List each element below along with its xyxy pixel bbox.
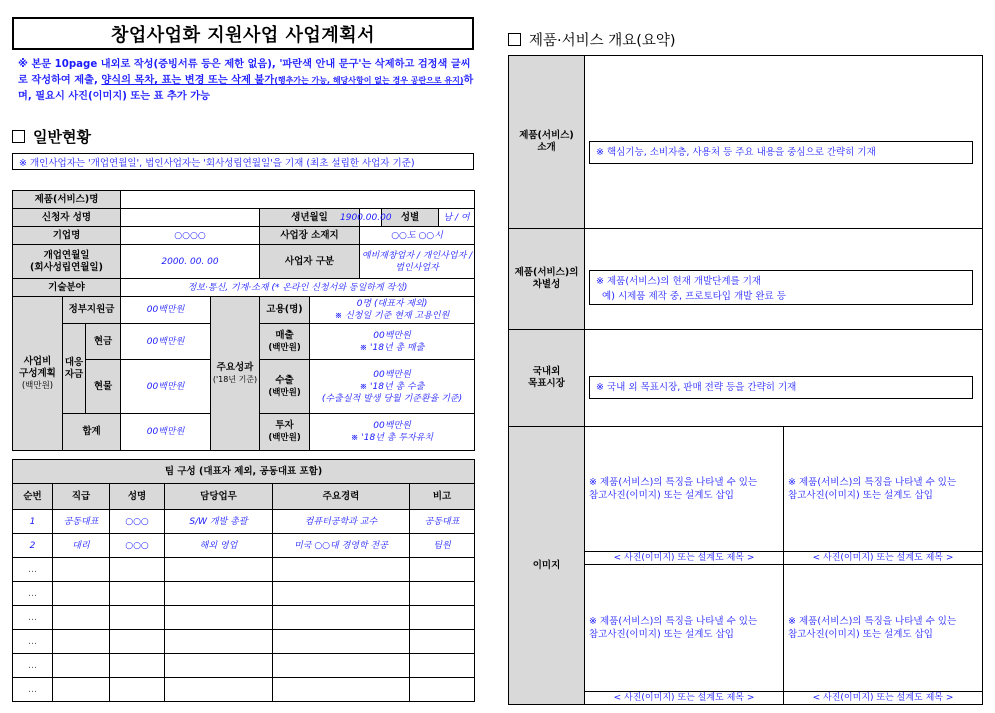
gender-label: 성별 (382, 209, 439, 227)
employment-label: 고용(명) (260, 297, 310, 324)
team-header-cell: 담당업무 (165, 484, 273, 510)
team-cell[interactable] (165, 630, 273, 654)
section-general (12, 126, 91, 147)
open-date-value[interactable]: 2000. 00. 00 (121, 245, 260, 279)
team-cell[interactable] (53, 558, 110, 582)
investment-label-1: 투자 (275, 420, 294, 431)
team-header-row (13, 484, 475, 510)
intro-label-2: 소개 (537, 142, 556, 153)
image-note-1: ※ 제품(서비스)의 특징을 나타낼 수 있는 (788, 616, 957, 627)
image-caption[interactable]: < 사진(이미지) 또는 설계도 제목 > (784, 692, 983, 705)
team-cell[interactable]: … (13, 582, 53, 606)
team-cell[interactable] (273, 558, 410, 582)
birth-label: 생년월일 (260, 209, 360, 227)
gov-fund-label: 정부지원금 (63, 297, 121, 324)
team-row (13, 510, 475, 534)
market-label (509, 330, 585, 427)
biztype-value[interactable] (360, 245, 475, 279)
team-cell[interactable] (410, 606, 475, 630)
section-title-product: 제품·서비스 개요(요약) (529, 33, 676, 49)
team-cell[interactable] (110, 606, 165, 630)
document-title: 창업사업화 지원사업 사업계획서 (12, 17, 474, 50)
total-label: 합계 (63, 414, 121, 451)
team-cell[interactable] (273, 606, 410, 630)
matching-fund-label-2: 자금 (64, 368, 84, 380)
team-cell[interactable]: … (13, 630, 53, 654)
market-note: ※ 국내 외 목표시장, 판매 전략 등을 간략히 기재 (589, 376, 973, 399)
team-cell[interactable]: S/W 개발 총괄 (165, 510, 273, 534)
applicant-label: 신청자 성명 (13, 209, 121, 227)
team-cell[interactable]: 해외 영업 (165, 534, 273, 558)
image-caption[interactable]: < 사진(이미지) 또는 설계도 제목 > (585, 552, 784, 565)
team-cell[interactable]: 2 (13, 534, 53, 558)
company-label: 기업명 (13, 227, 121, 245)
differentiation-label (509, 229, 585, 330)
team-row (13, 534, 475, 558)
team-cell[interactable] (53, 630, 110, 654)
total-value[interactable]: 00백만원 (121, 414, 211, 451)
birth-value[interactable] (340, 209, 392, 227)
image-note-1: ※ 제품(서비스)의 특징을 나타낼 수 있는 (788, 477, 957, 488)
investment-value[interactable] (310, 414, 475, 451)
cash-label: 현금 (86, 324, 121, 360)
differentiation-label-2: 차별성 (532, 279, 561, 290)
export-label-2: (백만원) (268, 387, 301, 398)
performance-label-2: ('18년 기준) (212, 374, 258, 384)
export-value-3: (수출실적 발생 당월 기준환율 기준) (321, 393, 463, 404)
image-note-2: 참고사진(이미지) 또는 설계도 삽입 (788, 629, 933, 640)
team-cell[interactable] (273, 582, 410, 606)
team-header-cell: 직급 (53, 484, 110, 510)
team-row (13, 678, 475, 702)
team-cell[interactable]: ○○○ (110, 510, 165, 534)
notice-mark: ※ (18, 59, 28, 70)
image-label: 이미지 (509, 427, 585, 705)
checkbox-icon (508, 33, 521, 46)
image-note-2: 참고사진(이미지) 또는 설계도 삽입 (589, 629, 734, 640)
market-cell[interactable] (585, 330, 983, 427)
team-cell[interactable] (165, 606, 273, 630)
team-cell[interactable] (165, 654, 273, 678)
export-label-1: 수출 (275, 374, 294, 386)
differentiation-cell[interactable] (585, 229, 983, 330)
notice-part-5: 하며, 필요시 사진(이미지) 또는 표 추가 가능 (18, 75, 474, 102)
image-slot[interactable] (784, 565, 983, 692)
market-label-2: 목표시장 (528, 378, 565, 389)
notice-part-3: 양식의 목차, 표는 변경 또는 삭제 불가 (101, 75, 275, 86)
team-header-cell: 성명 (110, 484, 165, 510)
differentiation-note (589, 270, 973, 305)
team-cell[interactable] (410, 558, 475, 582)
employment-value-1: 0명 (대표자 제외) (356, 299, 428, 309)
budget-plan-label-1: 사업비 (23, 355, 52, 367)
notice-part-4: (행추가는 가능, 해당사항이 없는 경우 공란으로 유지) (274, 76, 464, 85)
export-value-1: 00백만원 (373, 369, 411, 380)
team-body (13, 510, 475, 702)
team-cell[interactable] (53, 654, 110, 678)
tech-field-label: 기술분야 (13, 279, 121, 297)
team-cell[interactable] (165, 558, 273, 582)
in-kind-value[interactable]: 00백만원 (121, 360, 211, 414)
product-name-label: 제품(서비스)명 (13, 191, 121, 209)
team-cell[interactable]: 대리 (53, 534, 110, 558)
company-value[interactable]: ○○○○ (121, 227, 260, 245)
team-cell[interactable] (165, 678, 273, 702)
team-row (13, 606, 475, 630)
team-cell[interactable]: … (13, 558, 53, 582)
birth-value-text: 1900.00.00 (340, 212, 392, 223)
budget-plan-label-3: (백만원) (21, 380, 54, 391)
team-row (13, 654, 475, 678)
matching-fund-label (63, 324, 86, 414)
gov-fund-value[interactable]: 00백만원 (121, 297, 211, 324)
team-cell[interactable]: … (13, 678, 53, 702)
team-cell[interactable]: … (13, 606, 53, 630)
section-title-general: 일반현황 (33, 128, 91, 146)
team-header-cell: 순번 (13, 484, 53, 510)
team-cell[interactable]: 미국 ○○대 경영학 전공 (273, 534, 410, 558)
sales-label (260, 324, 310, 360)
main-performance-label (211, 297, 260, 451)
employment-value-2: ※ 신청일 기준 현재 고용인원 (334, 311, 450, 321)
applicant-value[interactable] (121, 209, 260, 227)
export-value-2: ※ '18년 총 수출 (359, 381, 425, 392)
team-cell[interactable] (53, 678, 110, 702)
team-cell[interactable]: … (13, 654, 53, 678)
budget-plan-label-2: 구성계획 (19, 367, 56, 379)
sales-value-2: ※ '18년 총 매출 (359, 342, 425, 353)
image-note-1: ※ 제품(서비스)의 특징을 나타낼 수 있는 (589, 477, 758, 488)
investment-label (260, 414, 310, 451)
export-label (260, 360, 310, 414)
team-cell[interactable] (410, 630, 475, 654)
image-slot[interactable] (585, 427, 784, 552)
budget-plan-label (13, 297, 63, 451)
section-product-summary (508, 29, 676, 50)
team-cell[interactable] (110, 678, 165, 702)
team-header-cell: 주요경력 (273, 484, 410, 510)
team-cell[interactable] (273, 654, 410, 678)
team-cell[interactable] (110, 582, 165, 606)
team-cell[interactable] (410, 582, 475, 606)
image-caption[interactable]: < 사진(이미지) 또는 설계도 제목 > (784, 552, 983, 565)
general-status-table (12, 190, 475, 451)
team-row (13, 558, 475, 582)
biztype-label: 사업자 구분 (260, 245, 360, 279)
intro-label-1: 제품(서비스) (519, 130, 574, 141)
open-date-label-2: (회사성립연월일) (30, 261, 103, 273)
notice-part-1: 본문 10page 내외로 작성(증빙서류 등은 제한 없음), (27, 59, 280, 70)
open-date-label (13, 245, 121, 279)
team-cell[interactable] (53, 582, 110, 606)
biztype-value-2: 법인사업자 (395, 262, 439, 273)
image-slot[interactable] (585, 565, 784, 692)
differentiation-note-1: ※ 제품(서비스)의 현재 개발단계를 기재 (596, 276, 762, 287)
in-kind-label: 현물 (86, 360, 121, 414)
team-cell[interactable] (410, 654, 475, 678)
team-cell[interactable]: ○○○ (110, 534, 165, 558)
biztype-value-1: 예비재창업자 / 개인사업자 / (361, 250, 473, 261)
sales-value-1: 00백만원 (373, 330, 411, 341)
intro-label (509, 56, 585, 229)
team-title: 팀 구성 (대표자 제외, 공동대표 포함) (13, 460, 475, 484)
image-slot[interactable] (784, 427, 983, 552)
gender-value[interactable]: 남 / 여 (439, 209, 475, 227)
team-cell[interactable] (110, 558, 165, 582)
differentiation-note-2: 예) 시제품 제작 중, 프로토타입 개발 완료 등 (596, 291, 786, 302)
team-cell[interactable] (53, 606, 110, 630)
product-name-value[interactable] (121, 191, 475, 209)
open-date-label-1: 개업연월일 (43, 249, 90, 261)
checkbox-icon (12, 130, 25, 143)
intro-note: ※ 핵심기능, 소비자층, 사용처 등 주요 내용을 중심으로 간략히 기재 (589, 141, 973, 164)
location-label: 사업장 소재지 (260, 227, 360, 245)
image-note-1: ※ 제품(서비스)의 특징을 나타낼 수 있는 (589, 616, 758, 627)
image-caption[interactable]: < 사진(이미지) 또는 설계도 제목 > (585, 692, 784, 705)
location-value[interactable]: ○○도 ○○시 (360, 227, 475, 245)
intro-cell[interactable] (585, 56, 983, 229)
team-cell[interactable] (273, 630, 410, 654)
team-header-cell: 비고 (410, 484, 475, 510)
team-cell[interactable] (273, 678, 410, 702)
sales-label-1: 매출 (275, 329, 294, 341)
cash-value[interactable]: 00백만원 (121, 324, 211, 360)
sales-value[interactable] (310, 324, 475, 360)
team-cell[interactable] (165, 582, 273, 606)
export-value[interactable] (310, 360, 475, 414)
general-note: ※ 개인사업자는 '개업연월일', 법인사업자는 '회사성립연월일'을 기재 (최초 설립한 사업자 기준) (12, 153, 474, 170)
team-row (13, 630, 475, 654)
product-summary-table (508, 55, 983, 705)
differentiation-label-1: 제품(서비스)의 (514, 267, 579, 278)
image-note-2: 참고사진(이미지) 또는 설계도 삽입 (788, 490, 933, 501)
image-note-2: 참고사진(이미지) 또는 설계도 삽입 (589, 490, 734, 501)
investment-value-2: ※ '18년 총 투자유치 (350, 433, 434, 443)
team-cell[interactable]: 1 (13, 510, 53, 534)
matching-fund-label-1: 대응 (64, 356, 84, 368)
team-cell[interactable]: 팀원 (410, 534, 475, 558)
employment-value[interactable] (310, 297, 475, 324)
team-cell[interactable]: 공동대표 (410, 510, 475, 534)
sales-label-2: (백만원) (268, 342, 301, 353)
instruction-notice (18, 57, 478, 105)
notice-part-2: '파란색 안내 문구'는 삭제하고 검정색 글씨로 작성하여 제출, (18, 59, 471, 86)
team-cell[interactable]: 공동대표 (53, 510, 110, 534)
investment-label-2: (백만원) (268, 433, 301, 443)
market-label-1: 국내외 (532, 366, 561, 377)
team-table (12, 459, 475, 702)
tech-field-value[interactable]: 정보·통신, 기계·소재 (* 온라인 신청서와 동일하게 작성) (121, 279, 475, 297)
investment-value-1: 00백만원 (373, 421, 411, 431)
team-cell[interactable] (110, 630, 165, 654)
team-cell[interactable]: 컴퓨터공학과 교수 (273, 510, 410, 534)
team-row (13, 582, 475, 606)
team-cell[interactable] (110, 654, 165, 678)
team-cell[interactable] (410, 678, 475, 702)
performance-label-1: 주요성과 (216, 361, 254, 373)
